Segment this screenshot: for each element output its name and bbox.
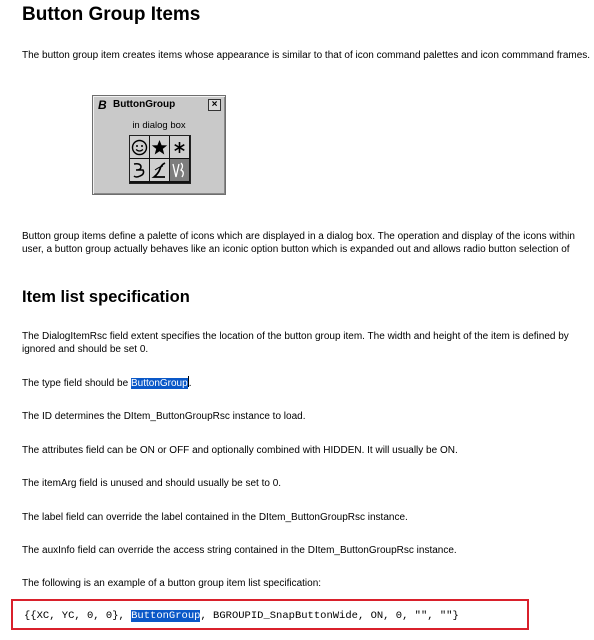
type-paragraph	[22, 376, 191, 390]
close-icon: ×	[208, 99, 221, 111]
extent-line-1: The DialogItemRsc field extent specifies the location of the button group item. The width and height of the item is defined by	[22, 331, 569, 342]
type-value-highlight: ButtonGroup	[130, 378, 188, 389]
type-prefix: The type field should be	[22, 378, 131, 389]
dialog-title-bar	[96, 98, 222, 112]
auxinfo-paragraph: The auxInfo field can override the access string contained in the DItem_ButtonGroupRsc instance.	[22, 545, 457, 556]
code-suffix: , BGROUPID_SnapButtonWide, ON, 0, "", ""}	[200, 610, 459, 622]
attributes-paragraph: The attributes field can be ON or OFF and optionally combined with HIDDEN. It will usually be ON.	[22, 445, 458, 456]
button-group-dialog-image	[92, 95, 226, 195]
section-heading: Item list specification	[22, 288, 190, 306]
dialog-logo-icon: B	[98, 98, 107, 112]
code-example	[24, 610, 459, 622]
button-group-grid	[129, 135, 191, 184]
pen-tool-icon	[150, 159, 169, 181]
custom-tool-icon	[170, 159, 189, 181]
asterisk-icon	[170, 136, 189, 158]
code-highlight: ButtonGroup	[131, 610, 201, 622]
itemarg-paragraph: The itemArg field is unused and should usually be set to 0.	[22, 478, 282, 489]
label-paragraph: The label field can override the label contained in the DItem_ButtonGroupRsc instance.	[22, 512, 408, 523]
intro-paragraph: The button group item creates items whose appearance is similar to that of icon command palettes and icon commmand frames.	[22, 50, 591, 61]
example-intro-paragraph: The following is an example of a button group item list specification:	[22, 578, 322, 589]
type-suffix: .	[188, 378, 192, 389]
code-prefix: {{XC, YC, 0, 0},	[24, 610, 132, 622]
dialog-title: ButtonGroup	[113, 99, 176, 110]
star-icon	[150, 136, 169, 158]
description-line-1: Button group items define a palette of icons which are displayed in a dialog box. The operation and display of the icons within	[22, 231, 575, 242]
page-title: Button Group Items	[22, 4, 201, 25]
dialog-label: in dialog box	[132, 120, 186, 131]
extent-line-2: ignored and should be set 0.	[22, 344, 149, 355]
description-line-2: user, a button group actually behaves like an iconic option button which is expanded out and allows radio button selection of	[22, 244, 570, 255]
id-paragraph: The ID determines the DItem_ButtonGroupRsc instance to load.	[22, 411, 306, 422]
code-example-box	[11, 599, 529, 630]
smiley-icon	[130, 136, 149, 158]
curve-tool-icon	[130, 159, 149, 181]
